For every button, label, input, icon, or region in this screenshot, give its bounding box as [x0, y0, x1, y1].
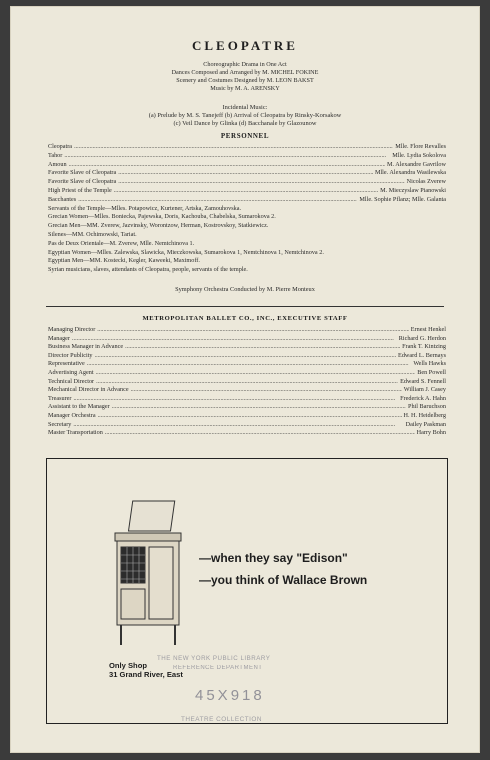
group-line: Egyptian Women—Mlles. Zalewska, Slawicka, Mieczkowska, Sumarokova 1, Nemtchinova 1, Nemtchinova 2.	[48, 248, 324, 256]
group-line: Pas de Deux Orientale—M. Zverew, Mlle. Nemtchinova 1.	[48, 239, 195, 247]
incidental-music	[10, 104, 480, 128]
staff-row	[48, 326, 446, 335]
staff-row	[48, 343, 446, 352]
role: Bacchantes	[48, 195, 77, 203]
staff-list	[48, 326, 446, 438]
staff-name: Harry Bohn	[416, 429, 446, 437]
staff-role: Manager Orchestra	[48, 411, 96, 419]
shop-address	[109, 661, 183, 679]
role: Favorite Slave of Cleopatra	[48, 178, 117, 186]
staff-row	[48, 421, 446, 430]
role: Cleopatra	[48, 143, 73, 150]
personnel-row	[48, 178, 446, 187]
personnel-row	[48, 169, 446, 178]
staff-name: Edward L. Bernays	[398, 351, 446, 359]
staff-row	[48, 403, 446, 412]
performer: Mlle. Flore Revalles	[395, 143, 446, 150]
ballet-title: CLEOPATRE	[192, 38, 298, 53]
staff-role: Secretary	[48, 420, 72, 428]
performer: M. Alexandre Gavrilow	[387, 160, 446, 168]
personnel-row	[48, 143, 446, 152]
staff-name: Ben Powell	[417, 368, 446, 376]
staff-name: Dailey Paskman	[405, 420, 446, 428]
staff-row	[48, 429, 446, 438]
library-stamp: REFERENCE DEPARTMENT	[173, 665, 263, 671]
staff-name: Frederick A. Hahn	[400, 394, 446, 402]
role: Favorite Slave of Cleopatra	[48, 169, 117, 177]
personnel-heading: PERSONNEL	[220, 132, 270, 140]
shop-label: Only Shop	[109, 661, 147, 670]
personnel-row	[48, 187, 446, 196]
performer: Nicolas Zverew	[406, 178, 446, 186]
staff-heading: METROPOLITAN BALLET CO., INC., EXECUTIVE STAFF	[142, 315, 348, 322]
performer: Mlle. Alexandra Wasilewska	[374, 169, 446, 177]
staff-row	[48, 395, 446, 404]
group-line: Grecian Men—MM. Zverew, Jazvinsky, Worontzow, Herman, Kostrovskoy, Statkiewicz.	[48, 222, 269, 230]
staff-row	[48, 369, 446, 378]
staff-row	[48, 412, 446, 421]
staff-row	[48, 352, 446, 361]
subtitle-line: Choreographic Drama in One Act	[203, 61, 287, 68]
group-line: Grecian Women—Mlles. Boniecka, Pajewska, Doris, Kachouba, Chabelska, Sumarokova 2.	[48, 213, 276, 221]
staff-row	[48, 386, 446, 395]
conductor-line: Symphony Orchestra Conducted by M. Pierre Monteux	[175, 286, 315, 293]
performer: Mlle. Lydia Sokolova	[392, 151, 446, 159]
incidental-heading: Incidental Music:	[222, 104, 268, 111]
performer: Mlle. Sophie Pflanz; Mlle. Galanta	[359, 195, 446, 203]
subtitle-line: Music by M. A. ARENSKY	[210, 85, 280, 92]
staff-row	[48, 360, 446, 369]
performer: M. Mieczyslaw Pianowski	[380, 186, 446, 194]
staff-role: Manager	[48, 334, 70, 342]
staff-name: Phil Baruchson	[408, 403, 446, 411]
staff-role: Assistant to the Manager	[48, 403, 110, 411]
library-stamp: THE NEW YORK PUBLIC LIBRARY	[157, 655, 271, 662]
staff-name: Ernest Henkel	[410, 326, 446, 333]
staff-role: Representative	[48, 360, 85, 368]
subtitle-line: Dances Composed and Arranged by M. MICHEL FOKINE	[171, 69, 319, 76]
staff-role: Technical Director	[48, 377, 95, 385]
staff-row	[48, 378, 446, 387]
ad-slogan-line: —you think of Wallace Brown	[199, 573, 368, 587]
ad-slogan-line: —when they say "Edison"	[199, 551, 348, 565]
subtitle-line: Scenery and Costumes Designed by M. LEON BAKST	[176, 77, 314, 84]
group-line: Syrian musicians, slaves, attendants of Cleopatra, people, servants of the temple.	[48, 266, 248, 274]
incidental-line: (c) Veil Dance by Glinka (d) Bacchanale by Glazounow	[173, 120, 317, 127]
personnel-row	[48, 161, 446, 170]
collection-stamp: THEATRE COLLECTION	[181, 716, 262, 723]
program-page	[10, 6, 480, 753]
staff-row	[48, 335, 446, 344]
staff-name: Wells Hawks	[413, 360, 446, 368]
group-line: Servants of the Temple—Mlles. Potapowicz, Kurtener, Artska, Zamouhovska.	[48, 204, 242, 212]
personnel-row	[48, 152, 446, 161]
staff-role: Managing Director	[48, 326, 96, 333]
staff-role: Advertising Agent	[48, 368, 94, 376]
incidental-line: (a) Prelude by M. S. Tanejeff (b) Arrival of Cleopatra by Rinsky-Korsakow	[148, 112, 342, 119]
staff-role: Treasurer	[48, 394, 72, 402]
group-line: Egyptian Men—MM. Kostecki, Kegler, Kaweeki, Maximoff.	[48, 257, 200, 265]
staff-name: Edward S. Fennell	[400, 377, 446, 385]
staff-role: Business Manager in Advance	[48, 343, 124, 351]
personnel-row	[48, 196, 446, 205]
staff-name: H. H. Heidelberg	[403, 411, 446, 419]
staff-name: Frank T. Kintzing	[402, 343, 446, 351]
accession-number-stamp: 45X918	[195, 687, 265, 704]
group-line: Silenes—MM. Ochimowski, Tariat.	[48, 230, 137, 238]
staff-name: Richard G. Herdon	[398, 334, 446, 342]
role: High Priest of the Temple	[48, 186, 112, 194]
staff-role: Master Transportation	[48, 429, 103, 437]
staff-role: Mechanical Director in Advance	[48, 386, 129, 394]
staff-role: Director Publicity	[48, 351, 93, 359]
section-divider	[46, 306, 444, 307]
role: Tahor	[48, 151, 63, 159]
role: Amoun	[48, 160, 67, 168]
phonograph-cabinet-illustration	[109, 499, 189, 649]
personnel-list	[48, 143, 446, 275]
shop-street: 31 Grand River, East	[109, 670, 183, 679]
staff-name: William J. Casey	[403, 386, 446, 394]
advertisement-box	[46, 458, 448, 724]
